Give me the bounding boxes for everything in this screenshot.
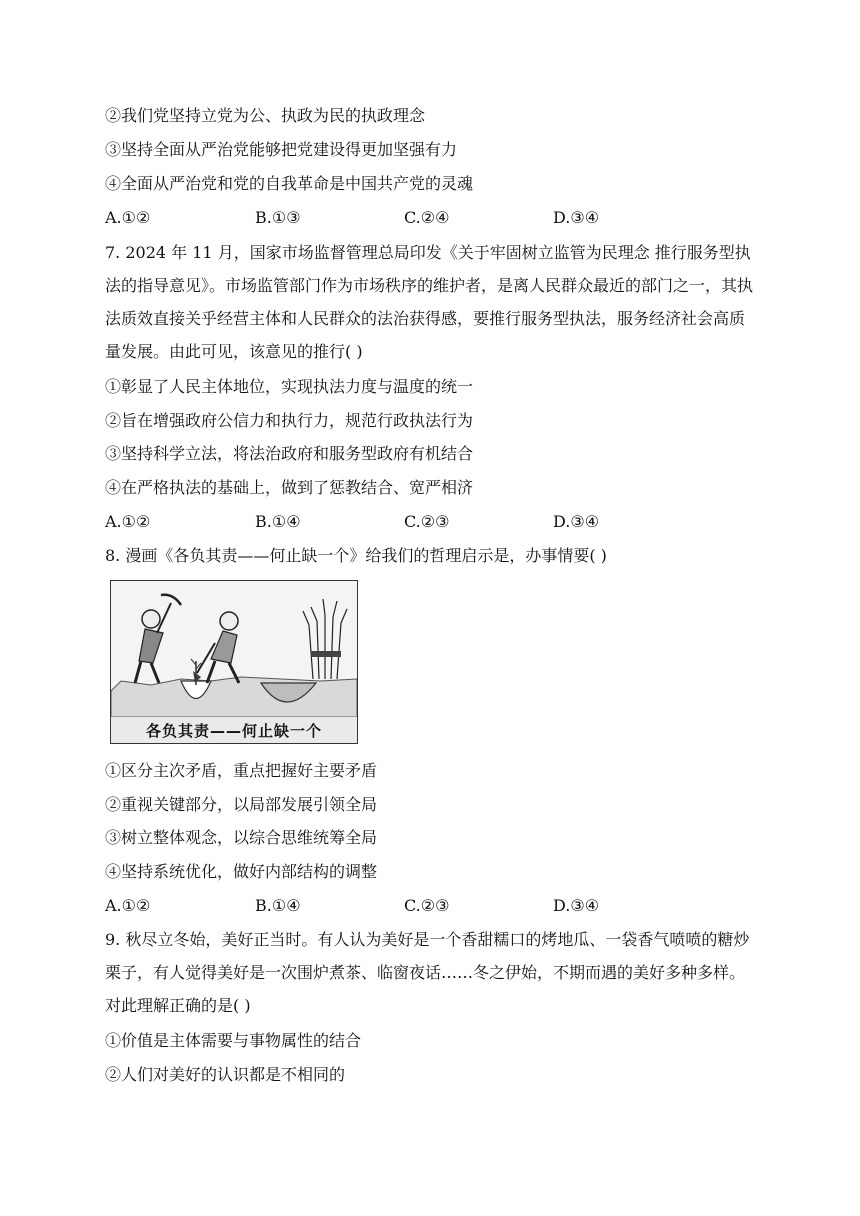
q7-item-3: ③坚持科学立法，将法治政府和服务型政府有机结合 — [105, 444, 474, 463]
q6-option-d: D.③④ — [553, 208, 600, 227]
cartoon-image — [110, 580, 358, 744]
cartoon-caption: 各负其责——何止缺一个 — [111, 716, 357, 743]
q8-item-2: ②重视关键部分，以局部发展引领全局 — [105, 795, 378, 814]
q9-stem: 9. 秋尽立冬始，美好正当时。有人认为美好是一个香甜糯口的烤地瓜、一袋香气喷喷的糖炒栗子，有人觉得美好是一次围炉煮茶、临窗夜话……冬之伊始，不期而遇的美好多种多样。对此理解正确的是( ) — [105, 930, 750, 1015]
q7-item-2: ②旨在增强政府公信力和执行力，规范行政执法行为 — [105, 411, 474, 430]
q8-option-b: B.①④ — [255, 896, 301, 915]
q8-item-4: ④坚持系统优化，做好内部结构的调整 — [105, 862, 378, 881]
q6-item-2: ②我们党坚持立党为公、执政为民的执政理念 — [105, 106, 426, 125]
q8-stem: 8. 漫画《各负其责——何止缺一个》给我们的哲理启示是，办事情要( ) — [105, 546, 607, 565]
q7-option-c: C.②③ — [404, 512, 450, 531]
q6-option-b: B.①③ — [255, 208, 301, 227]
q7-option-b: B.①④ — [255, 512, 301, 531]
q7-item-1: ①彰显了人民主体地位，实现执法力度与温度的统一 — [105, 377, 474, 396]
q8-option-c: C.②③ — [404, 896, 450, 915]
q8-item-3: ③树立整体观念，以综合思维统筹全局 — [105, 828, 378, 847]
q7-stem: 7. 2024 年 11 月，国家市场监督管理总局印发《关于牢固树立监管为民理念 推行服务型执法的指导意见》。市场监管部门作为市场秩序的维护者，是离人民群众最近的部门之一，其执法质效直接关乎经营主体和人民群众的法治获得感，要推行服务型执法，服务经济社会高质量发展。由此可见，该意见的推行( ) — [105, 243, 754, 361]
q8-item-1: ①区分主次矛盾，重点把握好主要矛盾 — [105, 761, 378, 780]
q9-item-2: ②人们对美好的认识都是不相同的 — [105, 1065, 346, 1084]
q8-option-d: D.③④ — [553, 896, 600, 915]
q8-option-a: A.①② — [105, 896, 151, 915]
wheat-bundle — [303, 599, 347, 679]
q6-option-a: A.①② — [105, 208, 151, 227]
q9-item-1: ①价值是主体需要与事物属性的结合 — [105, 1031, 362, 1050]
q7-option-a: A.①② — [105, 512, 151, 531]
q6-item-4: ④全面从严治党和党的自我革命是中国共产党的灵魂 — [105, 174, 474, 193]
q6-option-c: C.②④ — [404, 208, 450, 227]
q7-option-d: D.③④ — [553, 512, 600, 531]
q6-item-3: ③坚持全面从严治党能够把党建设得更加坚强有力 — [105, 140, 458, 159]
q7-item-4: ④在严格执法的基础上，做到了惩教结合、宽严相济 — [105, 478, 474, 497]
